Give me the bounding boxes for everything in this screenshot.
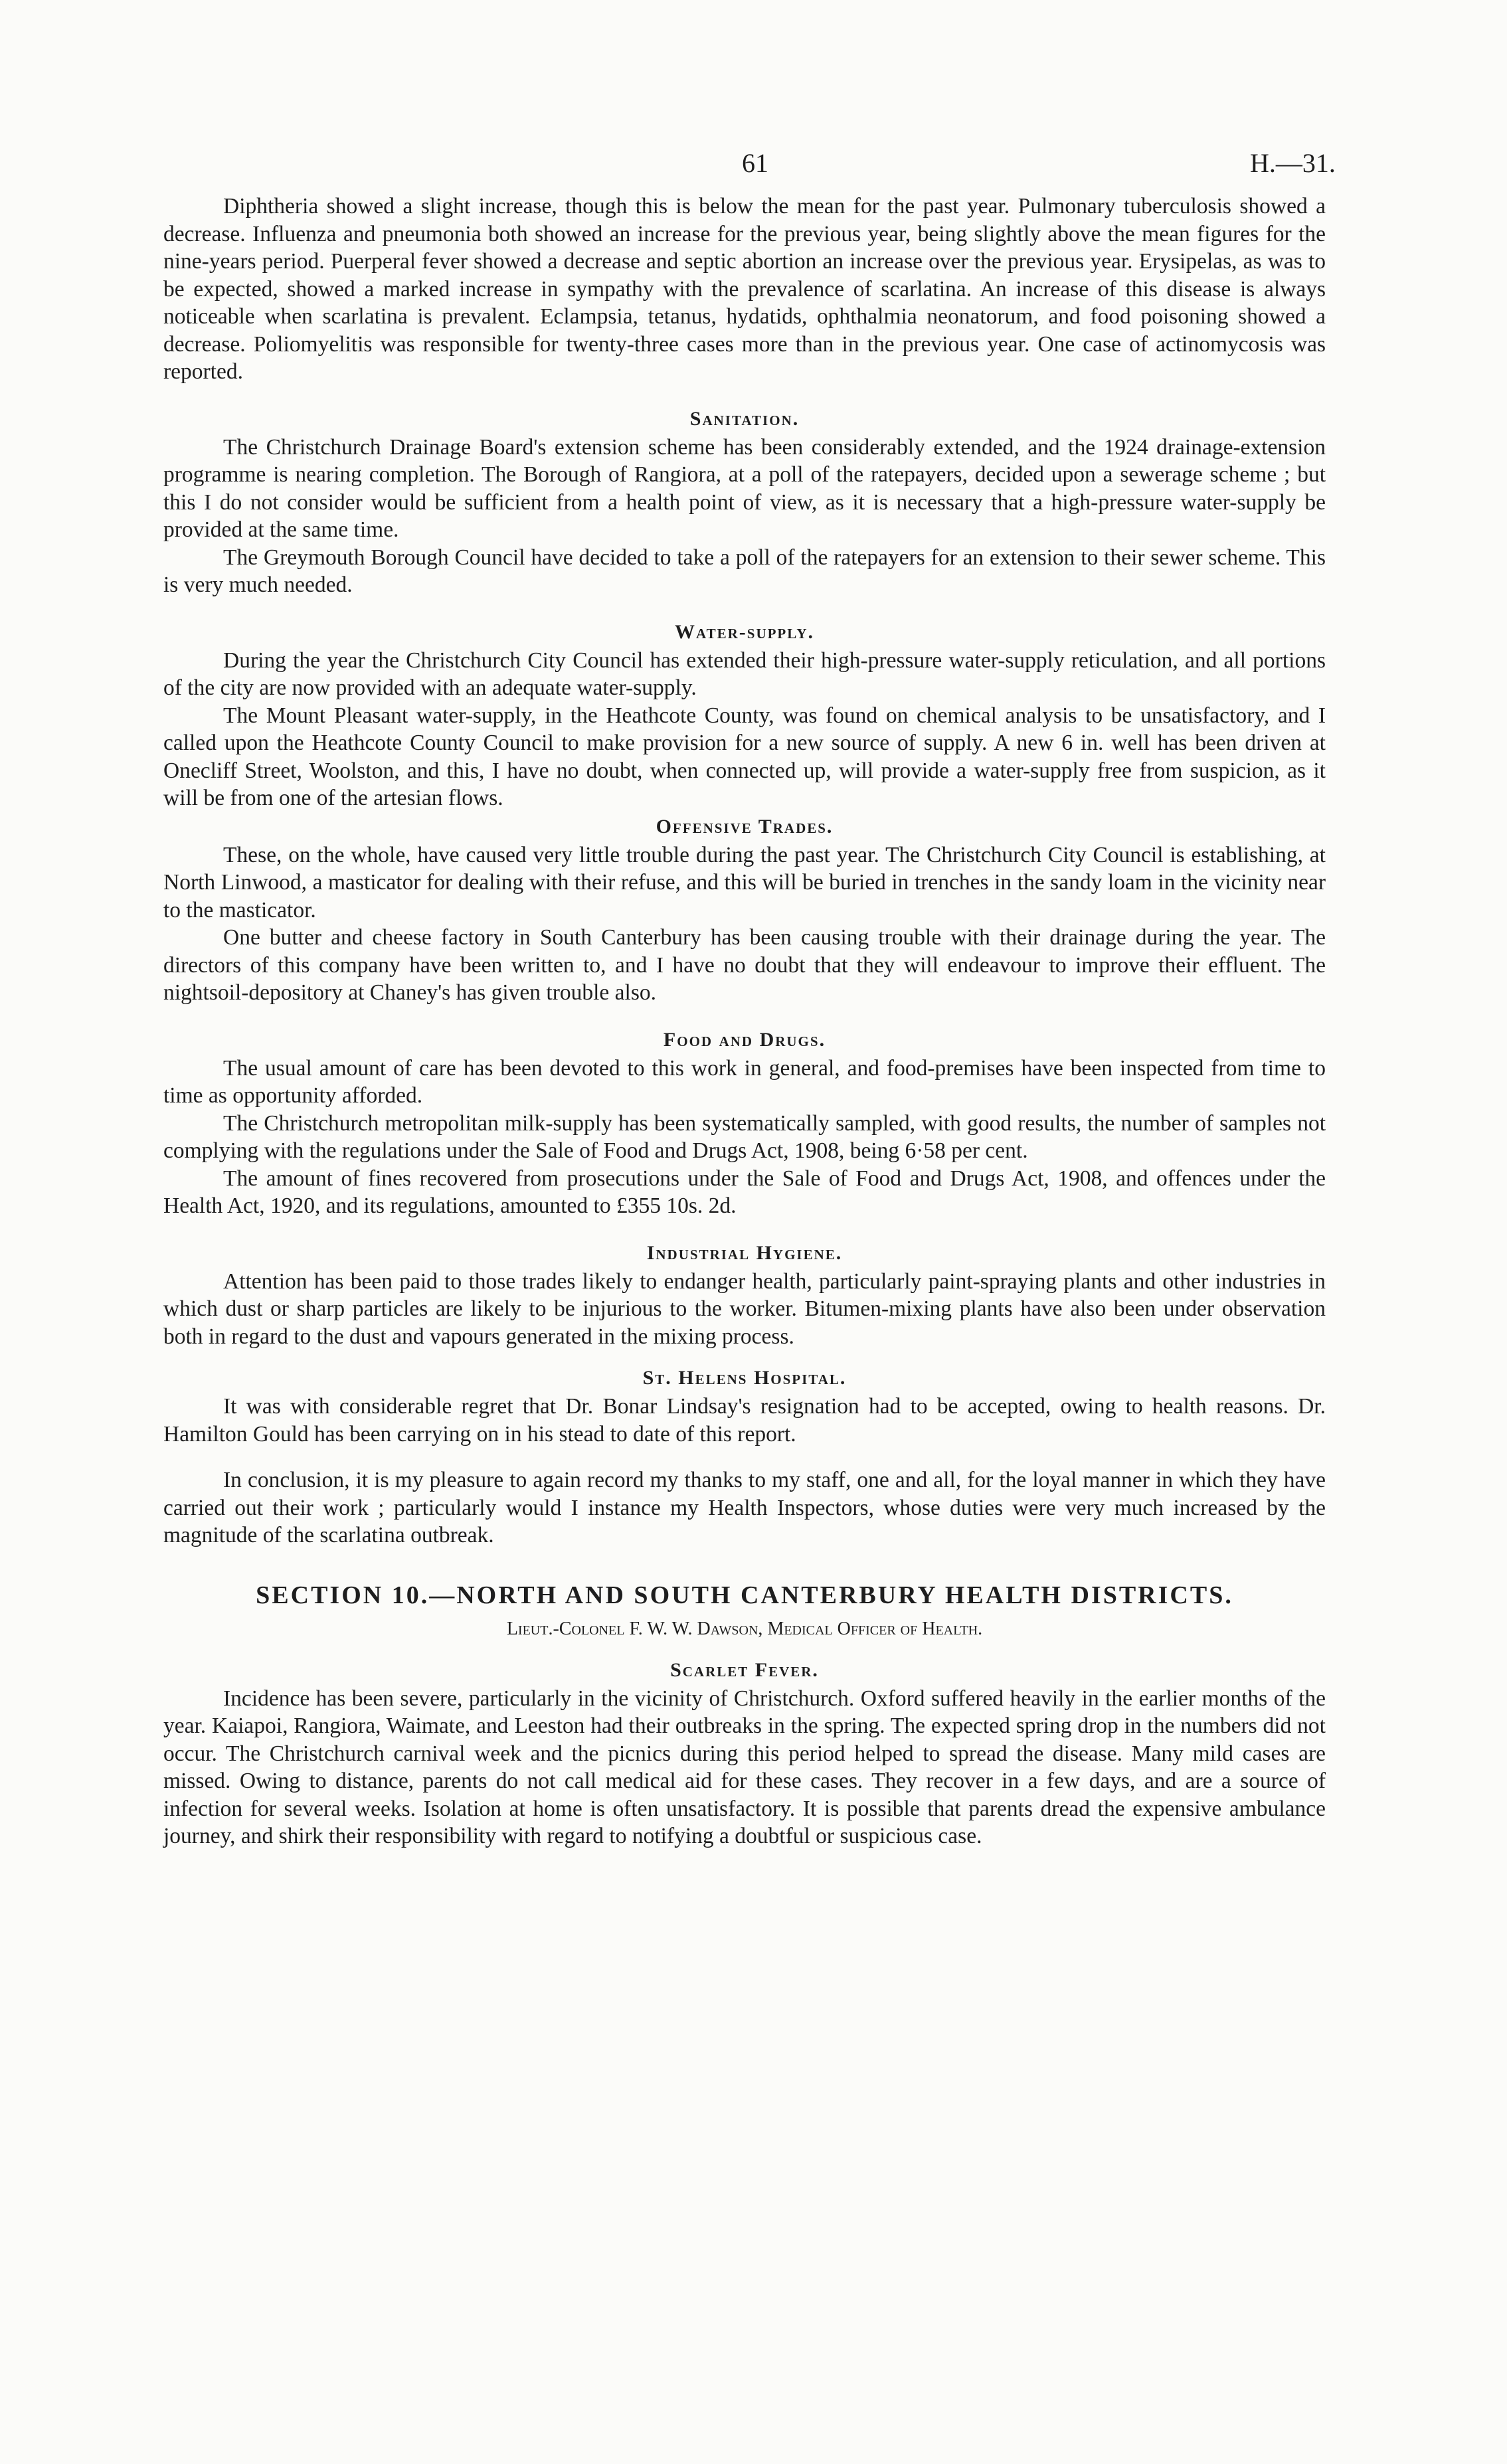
industrial-hygiene-heading: Industrial Hygiene. [646,1241,843,1264]
author-byline: Lieut.-Colonel F. W. W. Dawson, Medical Officer of Health. [506,1618,983,1639]
paragraph: Incidence has been severe, particularly in the vicinity of Christchurch. Oxford suffered heavily in the earlier months of the year. Kaiapoi, Rangiora, Waimate, and Leeston had their outbreaks in the spring. The expected spring drop in the numbers did not occur. The Christchurch carnival week and the picnics during this period helped to spread the disease. Many mild cases are missed. Owing to distance, parents do not call medical aid for these cases. They recover in a few days, and are a source of infection for several weeks. Isolation at home is often unsatisfactory. It is possible that parents dread the expensive ambulance journey, and shirk their responsibility with regard to notifying a doubtful or suspicious case. [163,1686,1326,1848]
scarlet-fever-heading: Scarlet Fever. [670,1658,819,1681]
paragraph: The amount of fines recovered from prosecutions under the Sale of Food and Drugs Act, 1908, and offences under the Health Act, 1920, and its regulations, amounted to £355 10s. 2d. [163,1166,1326,1218]
paragraph: During the year the Christchurch City Council has extended their high-pressure water-supply reticulation, and all portions of the city are now provided with an adequate water-supply. [163,648,1326,700]
document-reference: H.—31. [1250,148,1336,178]
water-supply-heading: Water-supply. [674,620,815,643]
paragraph: The Christchurch Drainage Board's extension scheme has been considerably extended, and the 1924 drainage-extension programme is nearing completion. The Borough of Rangiora, at a poll of the ratepayers, decided upon a sewerage scheme ; but this I do not consider would be sufficient from a health point of view, as it is necessary that a high-pressure water-supply be provided at the same time. [163,434,1326,542]
st-helens-heading: St. Helens Hospital. [642,1367,847,1389]
section-title: SECTION 10.—NORTH AND SOUTH CANTERBURY HEALTH DISTRICTS. [256,1581,1233,1609]
offensive-trades-heading: Offensive Trades. [656,815,834,837]
food-and-drugs-heading: Food and Drugs. [663,1028,826,1051]
paragraph: These, on the whole, have caused very little trouble during the past year. The Christchurch City Council is establishing, at North Linwood, a masticator for dealing with their refuse, and this will be buried in trenches in the sandy loam in the vicinity near to the masticator. [163,842,1326,923]
paragraph: The usual amount of care has been devoted to this work in general, and food-premises have been inspected from time to time as opportunity afforded. [163,1055,1326,1108]
paragraph: The Mount Pleasant water-supply, in the Heathcote County, was found on chemical analysis to be unsatisfactory, and I called upon the Heathcote County Council to make provision for a new source of supply. A new 6 in. well has been driven at Onecliff Street, Woolston, and this, I have no doubt, when connected up, will provide a water-supply free from suspicion, as it will be from one of the artesian flows. [163,703,1326,810]
conclusion-paragraph: In conclusion, it is my pleasure to again record my thanks to my staff, one and all, for the loyal manner in which they have carried out their work ; particularly would I instance my Health Inspectors, whose duties were very much increased by the magnitude of the scarlatina outbreak. [163,1468,1326,1547]
paragraph: One butter and cheese factory in South Canterbury has been causing trouble with their drainage during the year. The directors of this company have been written to, and I have no doubt that they will endeavour to improve their effluent. The nightsoil-depository at Chaney's has given trouble also. [163,925,1326,1005]
page-number: 61 [742,148,768,178]
intro-paragraph: Diphtheria showed a slight increase, though this is below the mean for the past year. Pulmonary tuberculosis showed a decrease. Influenza and pneumonia both showed an increase for the previous year, being slightly above the mean figures for the nine-years period. Puerperal fever showed a decrease and septic abortion an increase over the previous year. Erysipelas, as was to be expected, showed a marked increase in sympathy with the prevalence of scarlatina. An increase of this disease is always noticeable when scarlatina is prevalent. Eclampsia, tetanus, hydatids, ophthalmia neonatorum, and food poisoning showed a decrease. Poliomyelitis was responsible for twenty-three cases more than in the previous year. One case of actinomycosis was reported. [163,194,1326,384]
page-body [163,193,1326,1850]
sanitation-heading: Sanitation. [689,407,800,430]
paragraph: Attention has been paid to those trades likely to endanger health, particularly paint-spraying plants and other industries in which dust or sharp particles are likely to be injurious to the worker. Bitumen-mixing plants have also been under observation both in regard to the dust and vapours generated in the mixing process. [163,1269,1326,1349]
paragraph: It was with considerable regret that Dr. Bonar Lindsay's resignation had to be accepted, owing to health reasons. Dr. Hamilton Gould has been carrying on in his stead to date of this report. [163,1394,1326,1447]
paragraph: The Christchurch metropolitan milk-supply has been systematically sampled, with good results, the number of samples not complying with the regulations under the Sale of Food and Drugs Act, 1908, being 6·58 per cent. [163,1110,1326,1163]
paragraph: The Greymouth Borough Council have decided to take a poll of the ratepayers for an extension to their sewer scheme. This is very much needed. [163,545,1326,597]
